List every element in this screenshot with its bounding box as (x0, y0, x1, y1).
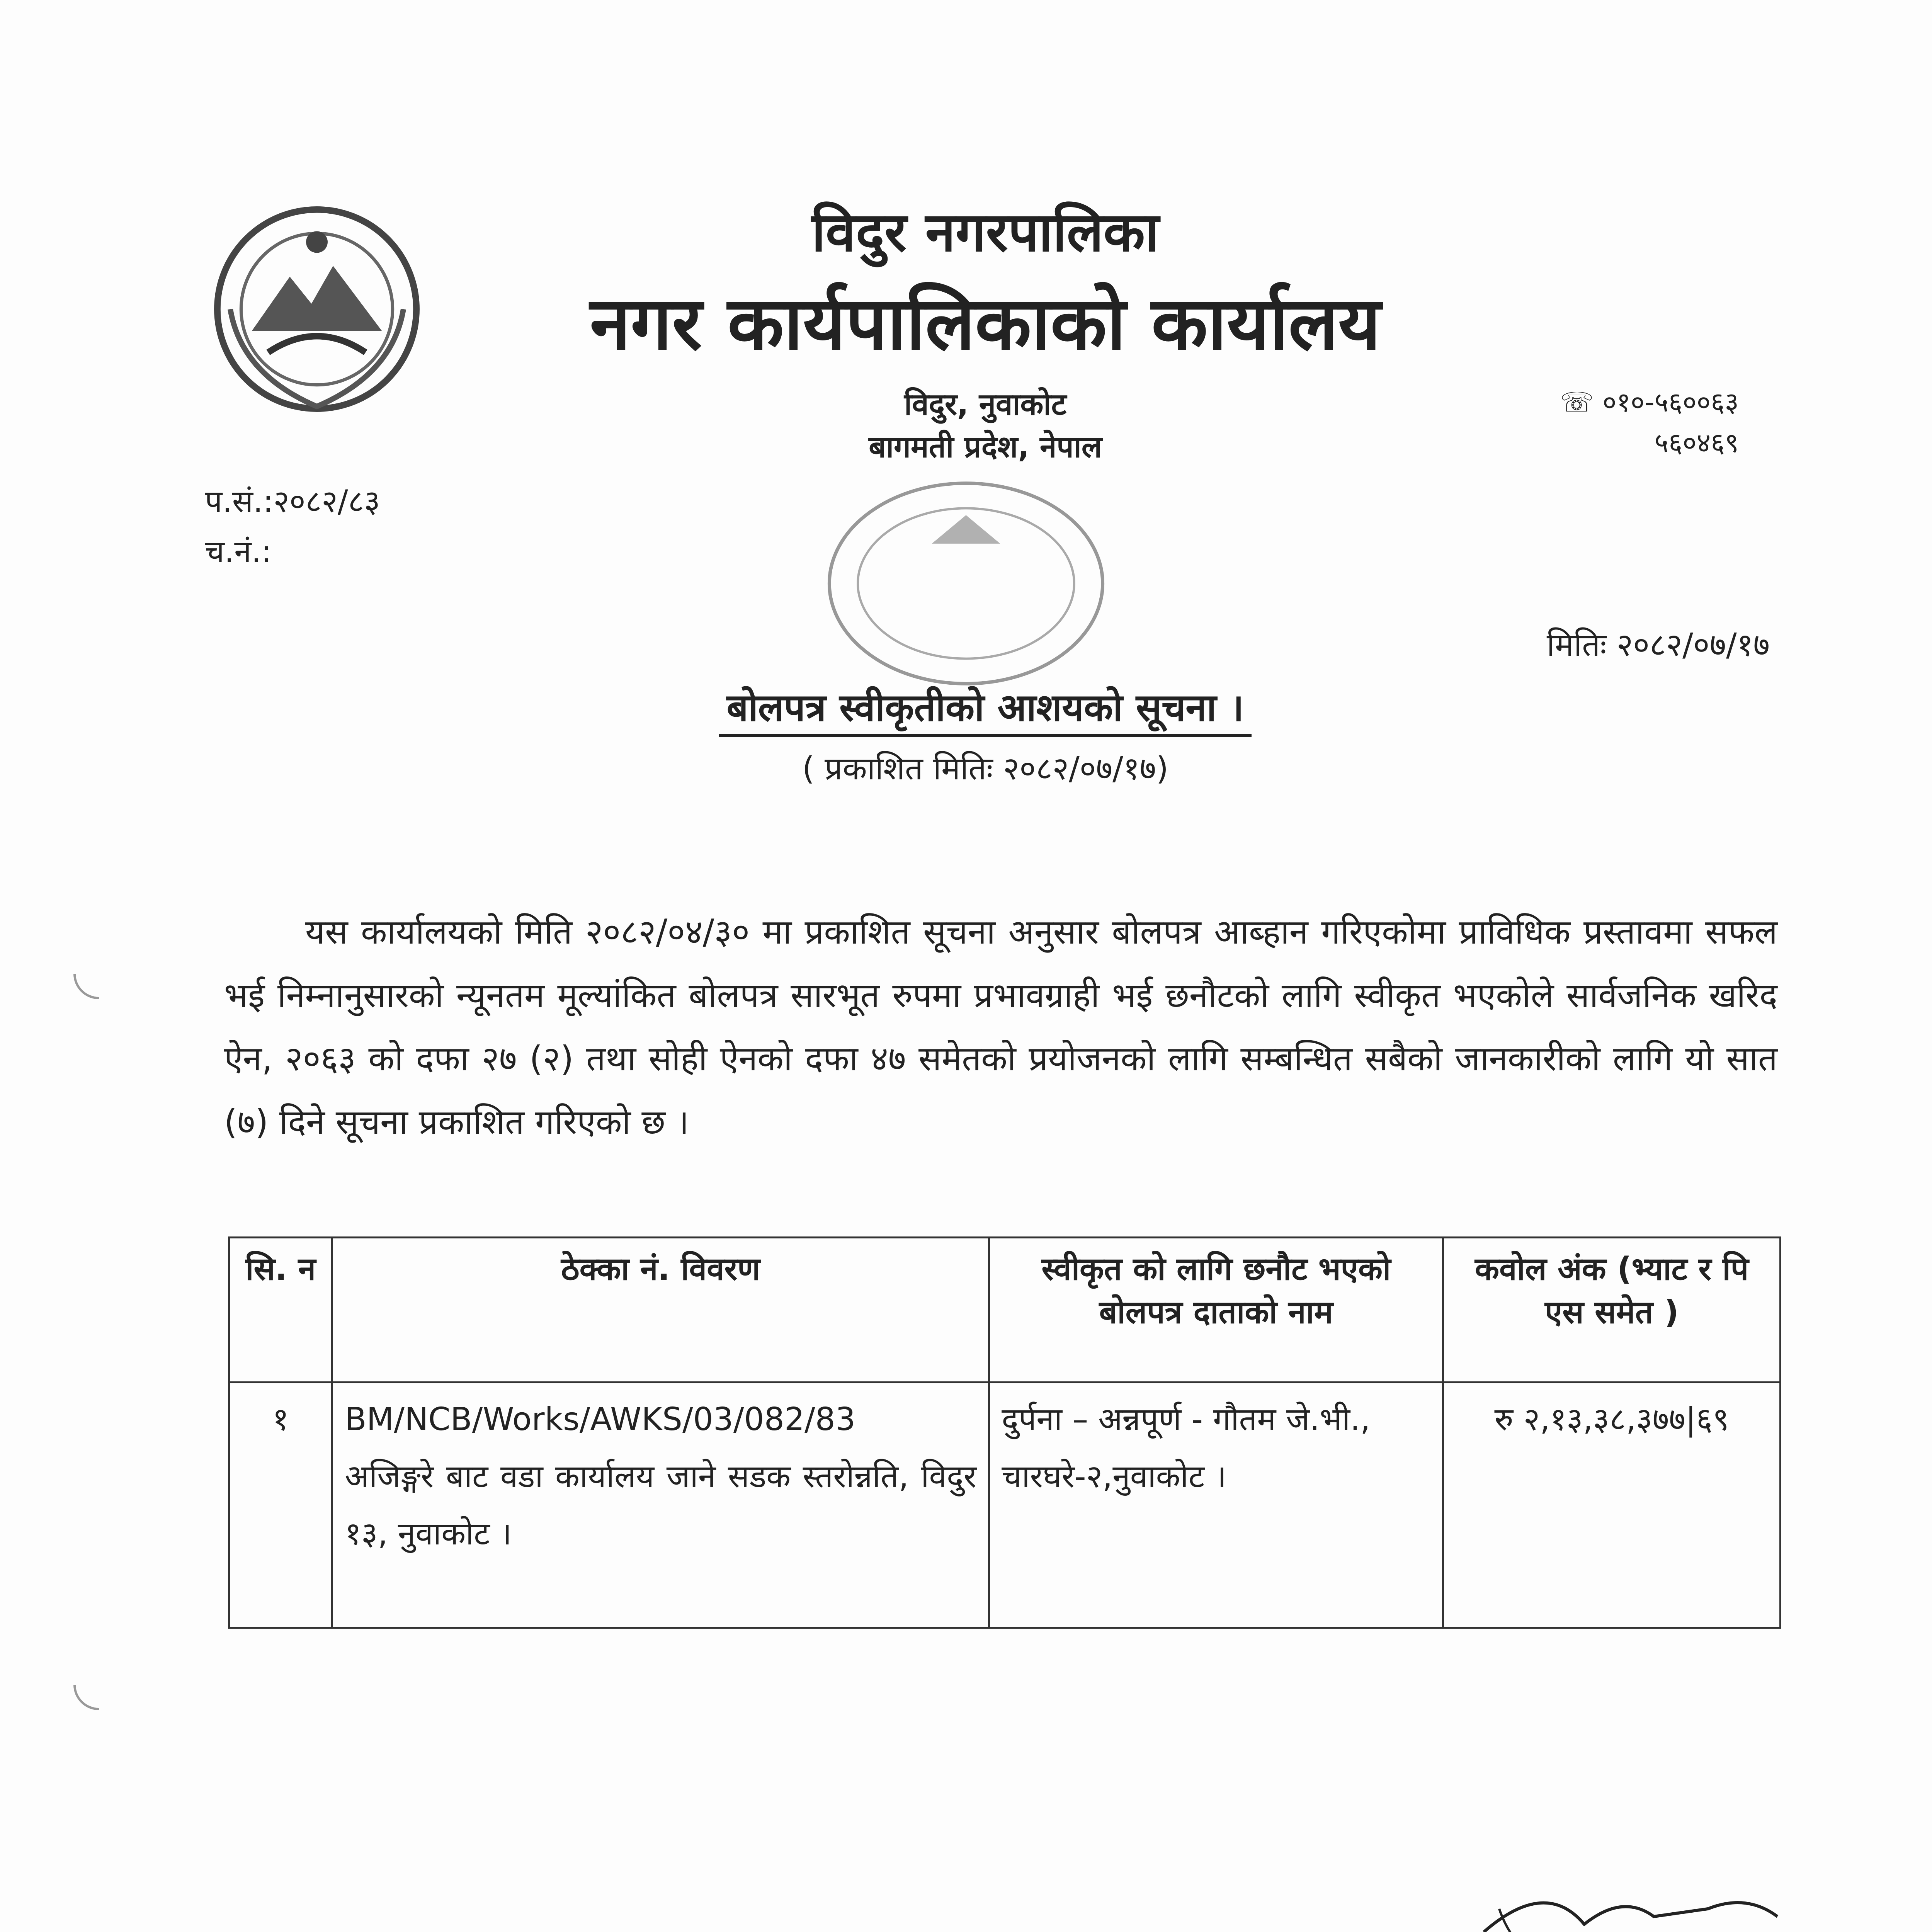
table-row (229, 1383, 1781, 1628)
punch-hole-mark (73, 1685, 99, 1710)
published-date: ( प्रकाशित मितिः २०८२/०७/१७) (802, 750, 1168, 787)
phone-number-1: ☏ ०१०-५६००६३ (1560, 386, 1739, 418)
notice-title (0, 680, 1932, 732)
phone-number-2: ५६०४६९ (1654, 427, 1739, 459)
header-serial: सि. न (229, 1238, 332, 1383)
contract-number: BM/NCB/Works/AWKS/03/082/83 (345, 1401, 856, 1438)
notice-date: मितिः २०८२/०७/१७ (1546, 627, 1770, 663)
handwritten-signature-icon (1453, 1862, 1839, 1932)
letter-number: प.सं.:२०८२/८३ (205, 483, 380, 519)
office-round-seal-icon (792, 475, 1140, 692)
table-header-row (229, 1238, 1781, 1383)
municipality-name: विदुर नगरपालिका (811, 201, 1159, 264)
cell-bidder: दुर्पना – अन्नपूर्ण - गौतम जे.भी., चारघरे-२,नुवाकोट । (989, 1383, 1443, 1628)
dispatch-number: च.नं.: (205, 534, 272, 570)
punch-hole-mark (73, 974, 99, 999)
address-district: विदुर, नुवाकोट (904, 387, 1066, 422)
tender-table (228, 1236, 1781, 1629)
header-contract: ठेक्का नं. विवरण (332, 1238, 989, 1383)
contract-description: अजिङ्गरे बाट वडा कार्यालय जाने सडक स्तरोन्नति, विदुर १३, नुवाकोट । (345, 1458, 977, 1552)
cell-contract (332, 1383, 989, 1628)
office-name: नगर कार्यपालिकाको कार्यालय (590, 281, 1381, 366)
address-province: बागमती प्रदेश, नेपाल (869, 430, 1102, 464)
cell-amount: रु २,१३,३८,३७७|६९ (1443, 1383, 1781, 1628)
notice-title-text: बोलपत्र स्वीकृतीको आशयको सूचना । (719, 686, 1252, 737)
header-amount: कवोल अंक (भ्याट र पि एस समेत ) (1443, 1238, 1781, 1383)
cell-serial: १ (229, 1383, 332, 1628)
header-bidder: स्वीकृत को लागि छनौट भएको बोलपत्र दाताको नाम (989, 1238, 1443, 1383)
notice-body: यस कार्यालयको मिति २०८२/०४/३० मा प्रकाशित सूचना अनुसार बोलपत्र आब्हान गरिएकोमा प्राविधिक प्रस्तावमा सफल भई निम्नानुसारको न्यूनतम मूल्यांकित बोलपत्र सारभूत रुपमा प्रभावग्राही भई छनौटको लागि स्वीकृत भएकोले सार्वजनिक खरिद ऐन, २०६३ को दफा २७ (२) तथा सोही ऐनको दफा ४७ समेतको प्रयोजनको लागि सम्बन्धित सबैको जानकारीको लागि यो सात (७) दिने सूचना प्रकाशित गरिएको छ । (224, 912, 1777, 1142)
